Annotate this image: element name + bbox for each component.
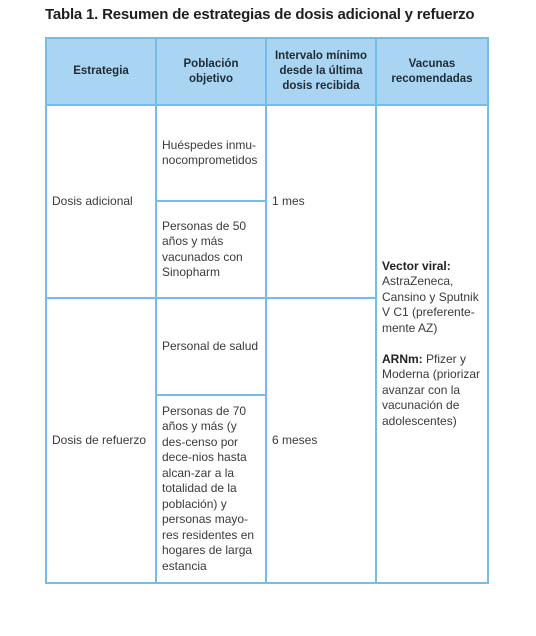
table-row (46, 105, 488, 201)
vaccines-arnm-text: Pfizer y Moderna (priorizar avanzar con la vacunación de adolescentes) (382, 351, 481, 428)
interval-additional: 1 mes (266, 105, 376, 298)
header-interval: Intervalo mínimo desde la última dosis recibida (266, 38, 376, 105)
population-50-sinopharm: Personas de 50 años y más vacunados con Sinopharm (156, 201, 266, 298)
strategy-table (45, 37, 489, 584)
vaccines-arnm (382, 352, 482, 430)
header-strategy: Estrategia (46, 38, 156, 105)
strategy-additional: Dosis adicional (46, 105, 156, 298)
vaccines-cell (376, 105, 488, 583)
interval-booster: 6 meses (266, 298, 376, 583)
header-population: Población objetivo (156, 38, 266, 105)
population-immunocompromised: Huéspedes inmu-nocomprometidos (156, 105, 266, 201)
vaccines-viral-text: AstraZeneca, Cansino y Sputnik V C1 (preferente-mente AZ) (382, 274, 479, 335)
population-health-staff: Personal de salud (156, 298, 266, 395)
table-title: Tabla 1. Resumen de estrategias de dosis adicional y refuerzo (45, 6, 475, 23)
strategy-booster: Dosis de refuerzo (46, 298, 156, 583)
population-70-plus: Personas de 70 años y más (y des-censo por dece-nios hasta alcan-zar a la totalidad de la población) y personas mayo-res residentes en hogares de larga estancia (156, 395, 266, 583)
header-vaccines: Vacunas recomendadas (376, 38, 488, 105)
vaccines-viral-label: Vector viral: (382, 258, 451, 273)
vaccines-arnm-label: ARNm: (382, 351, 423, 366)
header-row (46, 38, 488, 105)
vaccines-viral (382, 259, 482, 337)
